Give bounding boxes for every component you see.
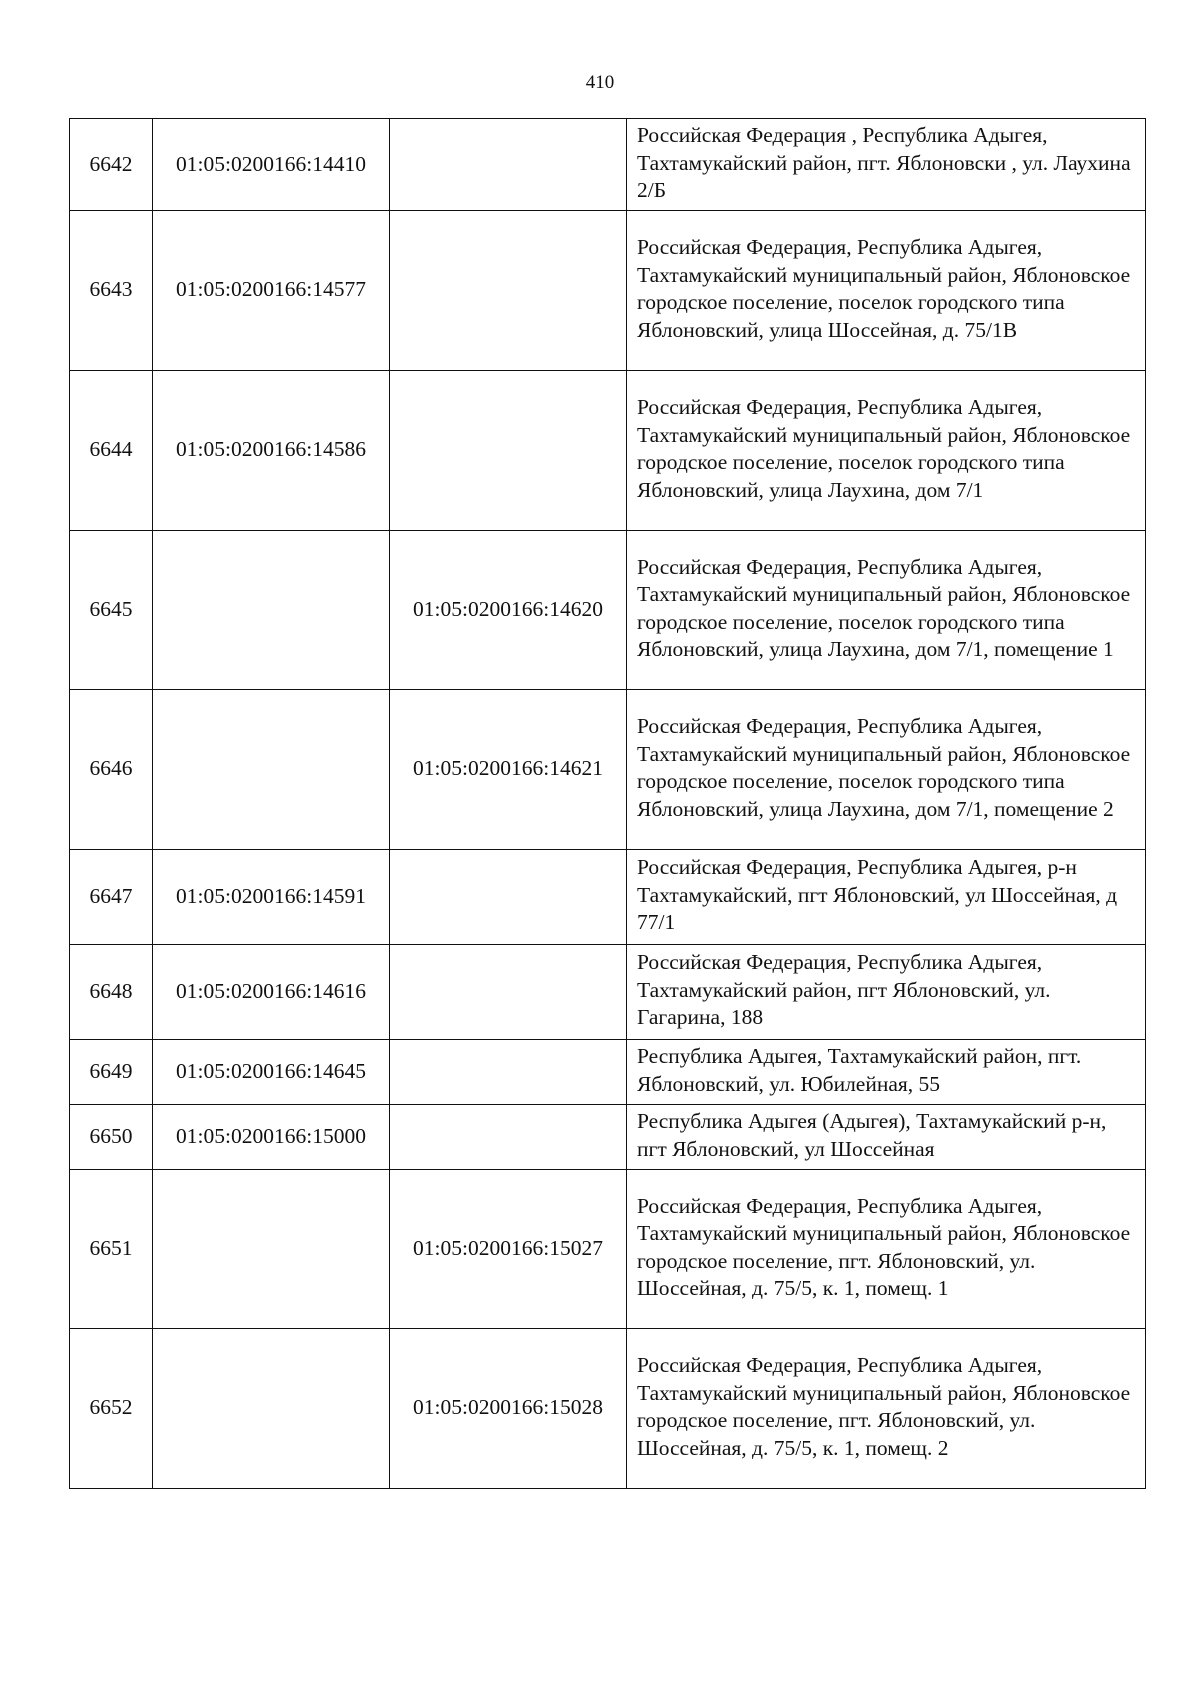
land-cadastral-number (153, 689, 390, 849)
land-cadastral-number (153, 1169, 390, 1328)
object-cadastral-number (390, 849, 627, 944)
row-number: 6651 (70, 1169, 153, 1328)
address: Российская Федерация, Республика Адыгея, Тахтамукайский муниципальный район, Яблоновское городское поселение, поселок городского типа Яблоновский, улица Лаухина, дом 7/1, помещение 2 (627, 689, 1146, 849)
land-cadastral-number: 01:05:0200166:14577 (153, 210, 390, 370)
object-cadastral-number (390, 370, 627, 530)
object-cadastral-number (390, 210, 627, 370)
address: Российская Федерация, Республика Адыгея, Тахтамукайский муниципальный район, Яблоновское городское поселение, поселок городского типа Яблоновский, улица Лаухина, дом 7/1, помещение 1 (627, 530, 1146, 689)
row-number: 6650 (70, 1104, 153, 1169)
table-row (70, 1039, 1146, 1104)
table-row (70, 530, 1146, 689)
object-cadastral-number (390, 119, 627, 211)
table-row (70, 370, 1146, 530)
land-cadastral-number: 01:05:0200166:15000 (153, 1104, 390, 1169)
table-row (70, 1328, 1146, 1488)
address: Республика Адыгея, Тахтамукайский район, пгт. Яблоновский, ул. Юбилейная, 55 (627, 1039, 1146, 1104)
table-row (70, 689, 1146, 849)
table-row (70, 1169, 1146, 1328)
address: Российская Федерация, Республика Адыгея, р-н Тахтамукайский, пгт Яблоновский, ул Шоссейная, д 77/1 (627, 849, 1146, 944)
table-row (70, 1104, 1146, 1169)
address: Российская Федерация, Республика Адыгея, Тахтамукайский муниципальный район, Яблоновское городское поселение, пгт. Яблоновский, ул. Шоссейная, д. 75/5, к. 1, помещ. 2 (627, 1328, 1146, 1488)
land-cadastral-number (153, 1328, 390, 1488)
row-number: 6645 (70, 530, 153, 689)
table-row (70, 849, 1146, 944)
row-number: 6642 (70, 119, 153, 211)
row-number: 6648 (70, 944, 153, 1039)
land-cadastral-number: 01:05:0200166:14410 (153, 119, 390, 211)
object-cadastral-number (390, 1039, 627, 1104)
table-row (70, 210, 1146, 370)
address: Российская Федерация, Республика Адыгея, Тахтамукайский муниципальный район, Яблоновское городское поселение, поселок городского типа Яблоновский, улица Лаухина, дом 7/1 (627, 370, 1146, 530)
object-cadastral-number (390, 944, 627, 1039)
row-number: 6649 (70, 1039, 153, 1104)
row-number: 6644 (70, 370, 153, 530)
row-number: 6646 (70, 689, 153, 849)
registry-table (69, 118, 1146, 1489)
address: Российская Федерация, Республика Адыгея, Тахтамукайский муниципальный район, Яблоновское городское поселение, пгт. Яблоновский, ул. Шоссейная, д. 75/5, к. 1, помещ. 1 (627, 1169, 1146, 1328)
land-cadastral-number (153, 530, 390, 689)
object-cadastral-number (390, 1104, 627, 1169)
row-number: 6643 (70, 210, 153, 370)
object-cadastral-number: 01:05:0200166:14621 (390, 689, 627, 849)
address: Российская Федерация, Республика Адыгея, Тахтамукайский район, пгт Яблоновский, ул. Гагарина, 188 (627, 944, 1146, 1039)
page-number: 410 (585, 72, 615, 93)
row-number: 6652 (70, 1328, 153, 1488)
land-cadastral-number: 01:05:0200166:14586 (153, 370, 390, 530)
table-row (70, 119, 1146, 211)
address: Российская Федерация, Республика Адыгея, Тахтамукайский муниципальный район, Яблоновское городское поселение, поселок городского типа Яблоновский, улица Шоссейная, д. 75/1В (627, 210, 1146, 370)
table-row (70, 944, 1146, 1039)
object-cadastral-number: 01:05:0200166:15027 (390, 1169, 627, 1328)
row-number: 6647 (70, 849, 153, 944)
land-cadastral-number: 01:05:0200166:14591 (153, 849, 390, 944)
land-cadastral-number: 01:05:0200166:14616 (153, 944, 390, 1039)
address: Республика Адыгея (Адыгея), Тахтамукайский р-н, пгт Яблоновский, ул Шоссейная (627, 1104, 1146, 1169)
object-cadastral-number: 01:05:0200166:14620 (390, 530, 627, 689)
land-cadastral-number: 01:05:0200166:14645 (153, 1039, 390, 1104)
address: Российская Федерация , Республика Адыгея, Тахтамукайский район, пгт. Яблоновски , ул. Лаухина 2/Б (627, 119, 1146, 211)
object-cadastral-number: 01:05:0200166:15028 (390, 1328, 627, 1488)
